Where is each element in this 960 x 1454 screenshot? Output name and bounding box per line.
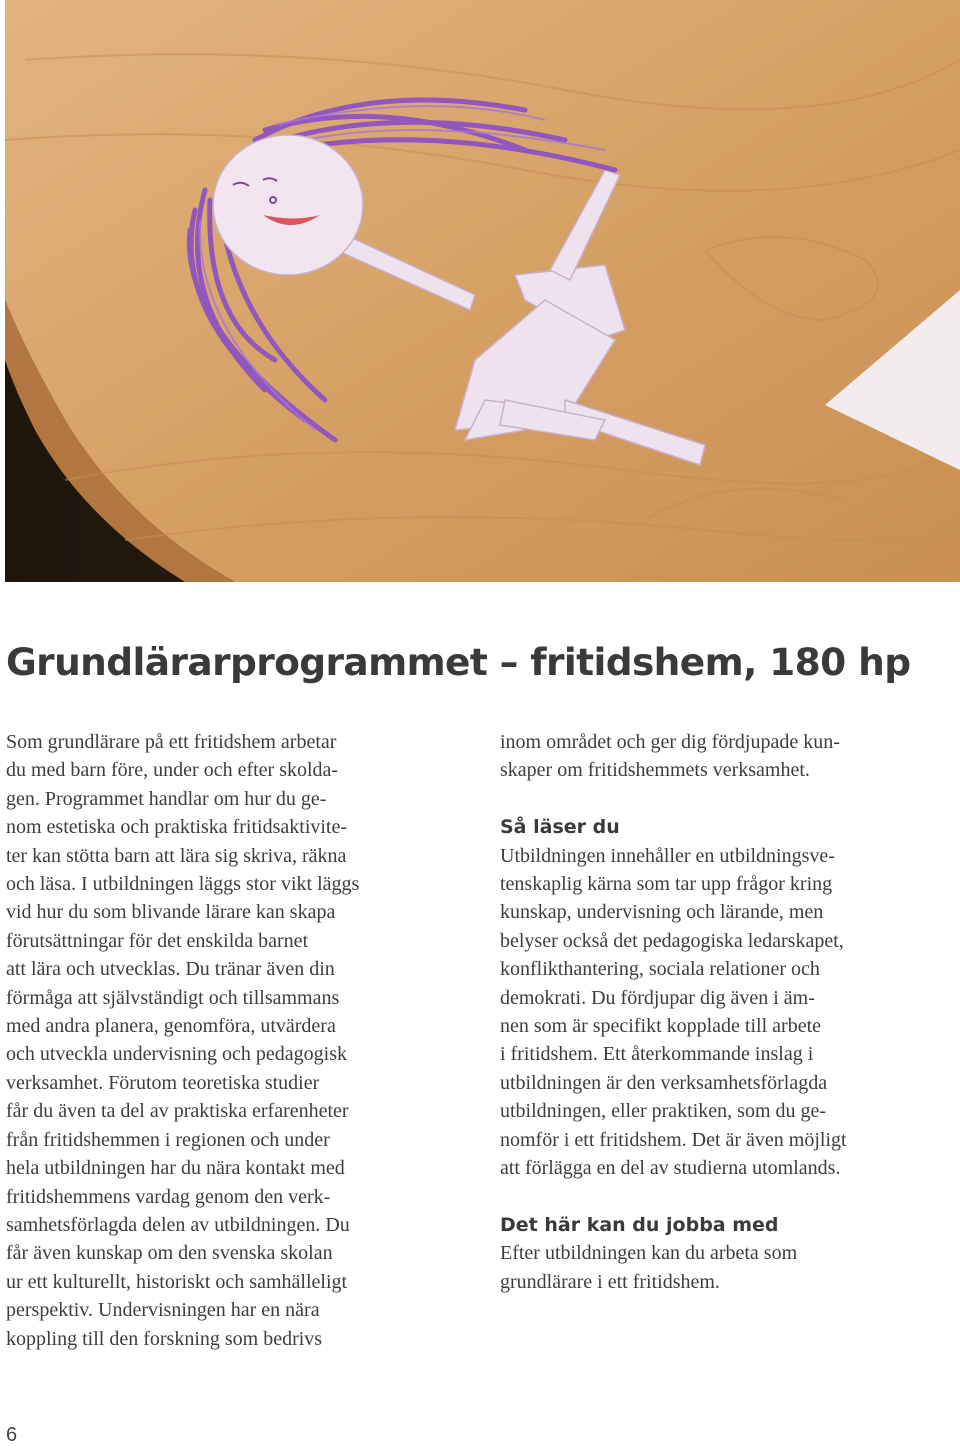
text-line: belyser också det pedagogiska ledarskapet,	[500, 929, 844, 952]
text-line: utbildningen är den verksamhetsförlagda	[500, 1071, 828, 1094]
page-number: 6	[6, 1424, 18, 1446]
section-heading-jobba-med: Det här kan du jobba med	[500, 1213, 779, 1236]
text-line: nomför i ett fritidshem. Det är även möjligt	[500, 1128, 847, 1151]
text-line: fritidshemmens vardag genom den verk-	[6, 1185, 331, 1208]
spacer	[500, 1182, 956, 1210]
text-line: får du även ta del av praktiska erfarenheter	[6, 1100, 349, 1123]
text-line: vid hur du som blivande lärare kan skapa	[6, 901, 336, 924]
text-line: demokrati. Du fördjupar dig även i äm-	[500, 986, 815, 1009]
text-line: gen. Programmet handlar om hur du ge-	[6, 787, 327, 810]
text-line: att lära och utvecklas. Du tränar även din	[6, 958, 335, 981]
text-line: samhetsförlagda delen av utbildningen. Du	[6, 1213, 350, 1236]
text-line: verksamhet. Förutom teoretiska studier	[6, 1071, 320, 1094]
text-line: och läsa. I utbildningen läggs stor vikt läggs	[6, 873, 360, 896]
text-line: ur ett kulturellt, historiskt och samhälleligt	[6, 1270, 348, 1293]
text-line: Utbildningen innehåller en utbildningsve-	[500, 844, 835, 867]
text-line: från fritidshemmen i regionen och under	[6, 1128, 330, 1151]
text-line: nen som är specifikt kopplade till arbete	[500, 1015, 822, 1038]
right-column	[500, 728, 956, 1296]
section-heading-sa-laser-du: Så läser du	[500, 816, 620, 839]
section-paragraph	[500, 842, 956, 1183]
text-line: ter kan stötta barn att lära sig skriva, räkna	[6, 844, 347, 867]
text-line: inom området och ger dig fördjupade kun-	[500, 731, 840, 753]
text-line: Som grundlärare på ett fritidshem arbetar	[6, 731, 337, 753]
text-line: att förlägga en del av studierna utomlands.	[500, 1157, 841, 1180]
photo-paper-doll	[5, 0, 960, 582]
text-line: konflikthantering, sociala relationer och	[500, 958, 820, 981]
text-line: och utveckla undervisning och pedagogisk	[6, 1043, 348, 1066]
text-line: får även kunskap om den svenska skolan	[6, 1242, 333, 1265]
text-line: tenskaplig kärna som tar upp frågor kring	[500, 873, 833, 896]
left-column	[6, 728, 461, 1353]
text-line: förutsättningar för det enskilda barnet	[6, 929, 309, 952]
text-line: du med barn före, under och efter skolda-	[6, 759, 339, 782]
text-line: Efter utbildningen kan du arbeta som	[500, 1242, 798, 1265]
text-line: skaper om fritidshemmets verksamhet.	[500, 759, 810, 782]
text-line: kunskap, undervisning och lärande, men	[500, 901, 824, 924]
text-line: perspektiv. Undervisningen har en nära	[6, 1299, 320, 1322]
text-line: grundlärare i ett fritidshem.	[500, 1270, 720, 1293]
text-line: hela utbildningen har du nära kontakt med	[6, 1157, 345, 1180]
page-title: Grundlärarprogrammet – fritidshem, 180 hp	[6, 640, 911, 684]
text-line: i fritidshem. Ett återkommande inslag i	[500, 1043, 814, 1066]
section-paragraph	[500, 1239, 956, 1296]
spacer	[500, 785, 956, 813]
text-line: med andra planera, genomföra, utvärdera	[6, 1015, 336, 1038]
text-line: nom estetiska och praktiska fritidsaktivite-	[6, 816, 348, 839]
text-line: koppling till den forskning som bedrivs	[6, 1327, 323, 1350]
body-paragraph	[6, 728, 461, 1353]
text-line: förmåga att självständigt och tillsammans	[6, 986, 340, 1009]
intro-paragraph	[500, 728, 956, 785]
text-line: utbildningen, eller praktiken, som du ge-	[500, 1100, 827, 1123]
